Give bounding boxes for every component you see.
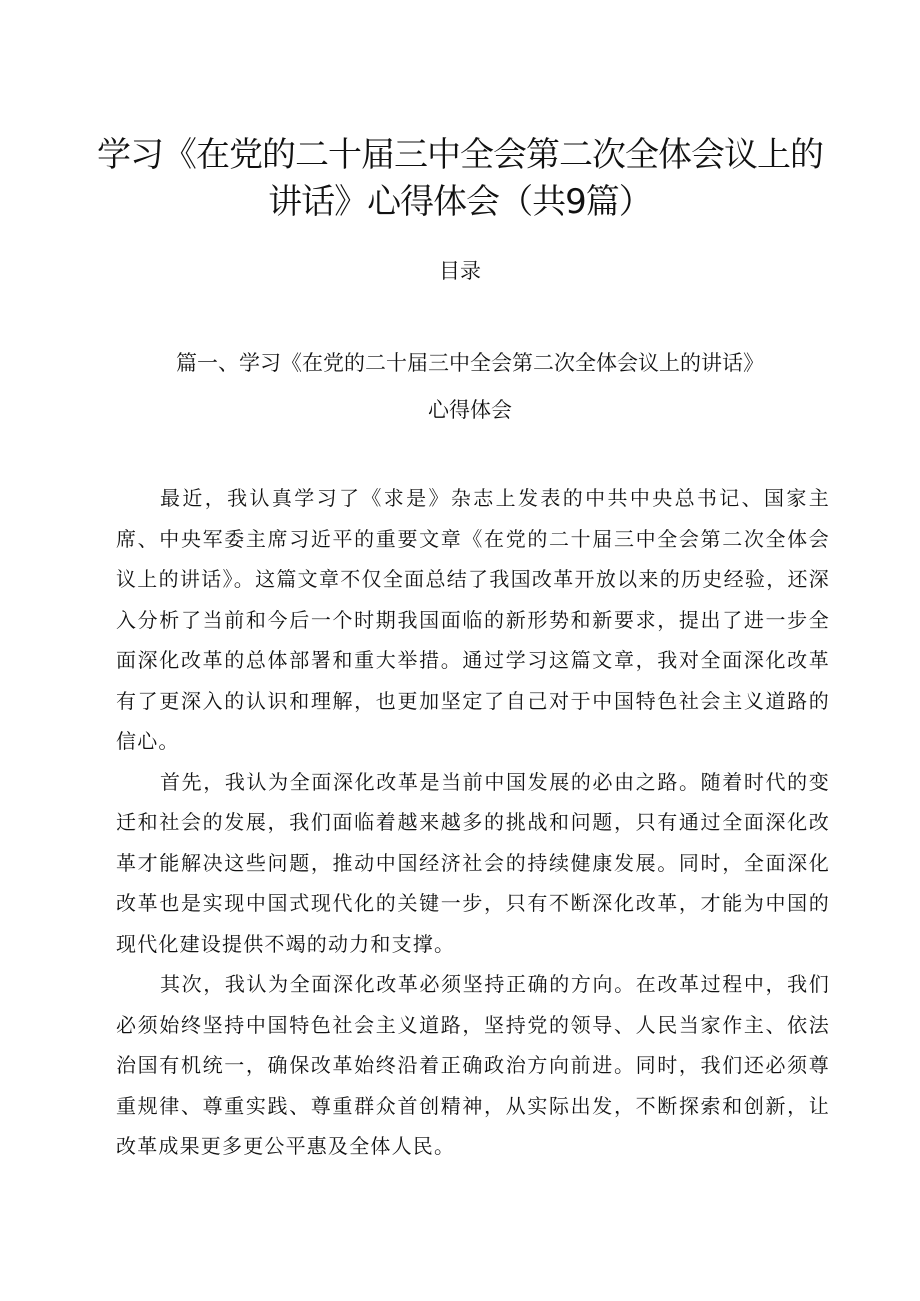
- section-title-line-1: 篇一、学习《在党的二十届三中全会第二次全体会议上的讲话》: [176, 351, 764, 375]
- document-title-line-2: 讲话》心得体会（共9篇）: [268, 182, 652, 222]
- document-title-line-1: 学习《在党的二十届三中全会第二次全体会议上的: [97, 135, 823, 175]
- table-of-contents-heading: 目录: [439, 259, 481, 283]
- paragraph-2: 首先，我认为全面深化改革是当前中国发展的必由之路。随着时代的变迁和社会的发展，我们面临着越来越多的挑战和问题，只有通过全面深化改革才能解决这些问题，推动中国经济社会的持续健康发展。同时，全面深化改革也是实现中国式现代化的关键一步，只有不断深化改革，才能为中国的现代化建设提供不竭的动力和支撑。: [116, 769, 830, 956]
- article-body: [116, 478, 830, 1167]
- paragraph-3: 其次，我认为全面深化改革必须坚持正确的方向。在改革过程中，我们必须始终坚持中国特色社会主义道路，坚持党的领导、人民当家作主、依法治国有机统一，确保改革始终沿着正确政治方向前进。同时，我们还必须尊重规律、尊重实践、尊重群众首创精神，从实际出发，不断探索和创新，让改革成果更多更公平惠及全体人民。: [116, 972, 830, 1158]
- paragraph-1: 最近，我认真学习了《求是》杂志上发表的中共中央总书记、国家主席、中央军委主席习近平的重要文章《在党的二十届三中全会第二次全体会议上的讲话》。这篇文章不仅全面总结了我国改革开放以来的历史经验，还深入分析了当前和今后一个时期我国面临的新形势和新要求，提出了进一步全面深化改革的总体部署和重大举措。通过学习这篇文章，我对全面深化改革有了更深入的认识和理解，也更加坚定了自己对于中国特色社会主义道路的信心。: [116, 486, 830, 753]
- section-title-line-2: 心得体会: [428, 398, 512, 422]
